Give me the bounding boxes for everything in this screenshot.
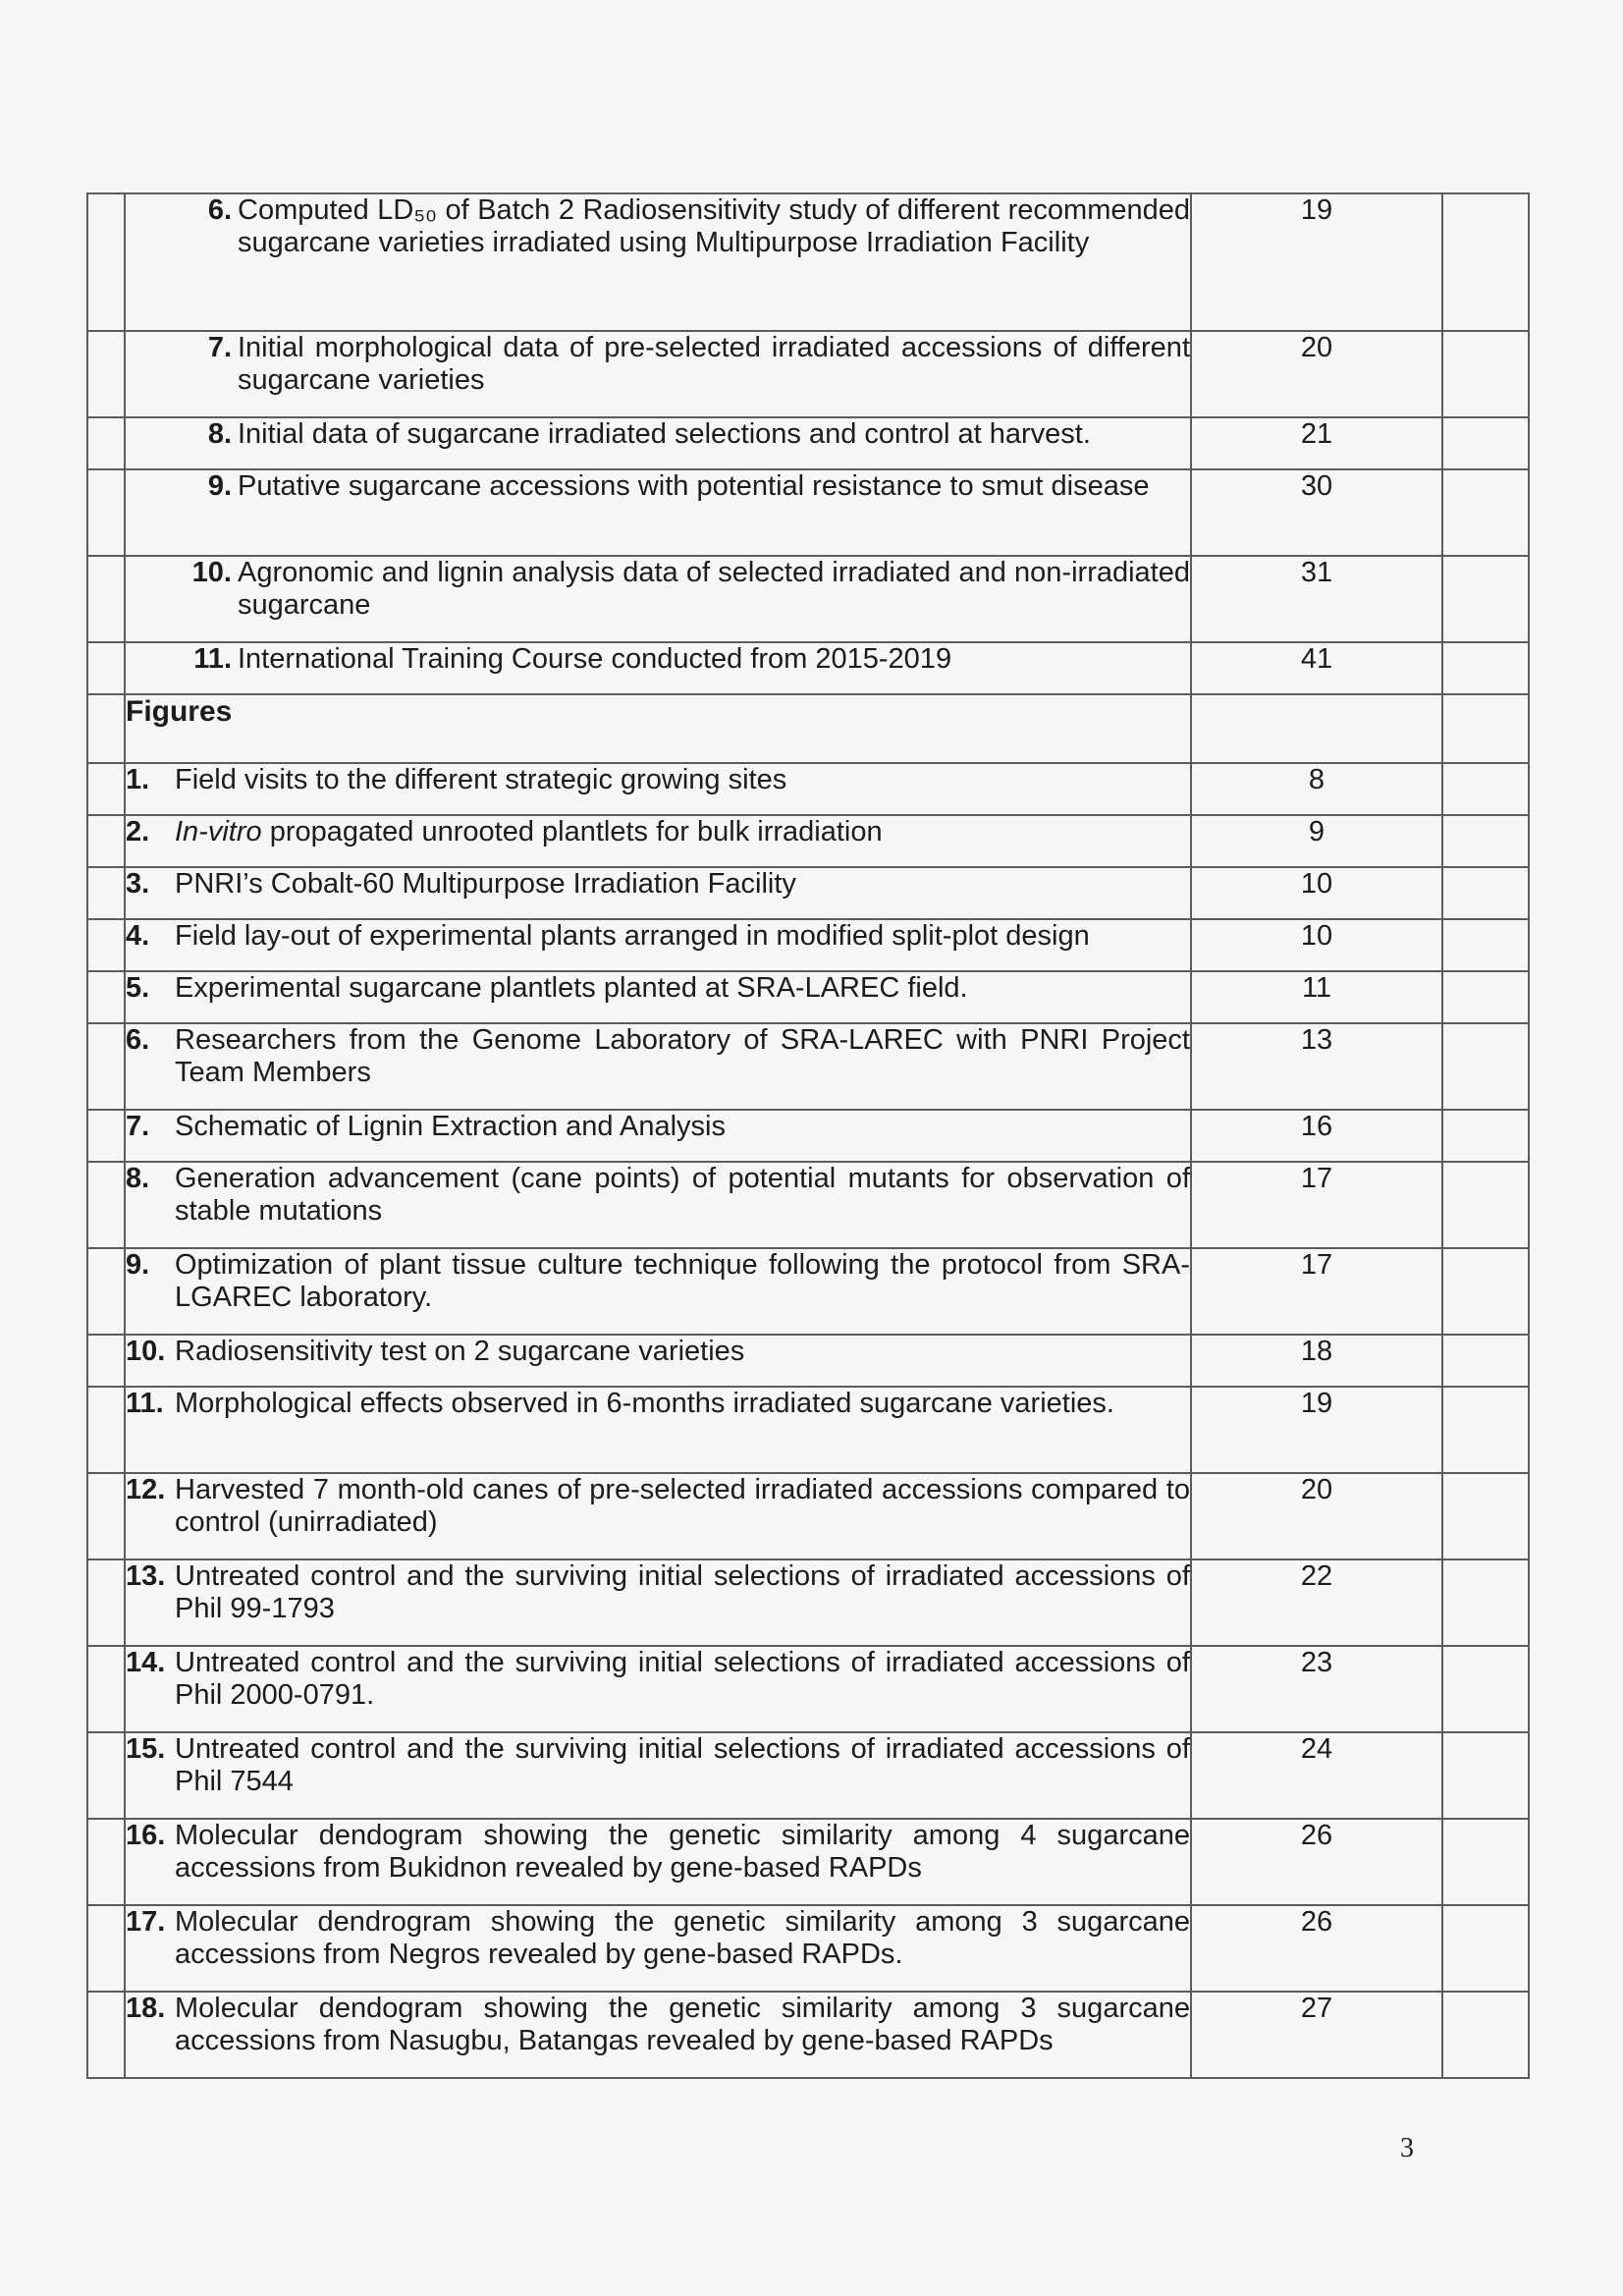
page-ref: 19 [1191,193,1442,331]
page-ref: 31 [1191,556,1442,642]
section-heading-row [87,694,1529,763]
table-row: 15. Untreated control and the surviving initial selections of irradiated accessions of Phil 7544 24 [87,1732,1529,1819]
table-row: 1. Field visits to the different strategic growing sites 8 [87,763,1529,815]
table-row: 6. Computed LD₅₀ of Batch 2 Radiosensitivity study of different recommended sugarcane varieties irradiated using Multipurpose Irradiation Facility 19 [87,193,1529,331]
table-row: 9. Optimization of plant tissue culture technique following the protocol from SRA-LGAREC laboratory. 17 [87,1248,1529,1335]
page-ref: 23 [1191,1646,1442,1732]
table-row: 17. Molecular dendrogram showing the genetic similarity among 3 sugarcane accessions from Negros revealed by gene-based RAPDs. 26 [87,1905,1529,1992]
page-ref: 41 [1191,642,1442,694]
figures-heading: Figures [126,695,233,728]
table-row: 9. Putative sugarcane accessions with potential resistance to smut disease 30 [87,469,1529,556]
table-row: 11. International Training Course conducted from 2015-2019 41 [87,642,1529,694]
table-row: 13. Untreated control and the surviving initial selections of irradiated accessions of Phil 99-1793 22 [87,1559,1529,1646]
page-ref: 22 [1191,1559,1442,1646]
page-ref: 26 [1191,1905,1442,1992]
table-row: 3. PNRI’s Cobalt-60 Multipurpose Irradiation Facility 10 [87,867,1529,919]
page-number: 3 [1400,2133,1414,2163]
page-ref: 9 [1191,815,1442,867]
table-row: 12. Harvested 7 month-old canes of pre-selected irradiated accessions compared to control (unirradiated) 20 [87,1473,1529,1559]
table-row: 7. Initial morphological data of pre-selected irradiated accessions of different sugarcane varieties 20 [87,331,1529,417]
page-ref: 10 [1191,919,1442,971]
page-ref: 17 [1191,1248,1442,1335]
page-ref: 26 [1191,1819,1442,1905]
page-ref: 10 [1191,867,1442,919]
table-row: 4. Field lay-out of experimental plants arranged in modified split-plot design 10 [87,919,1529,971]
page-ref: 20 [1191,1473,1442,1559]
page-ref: 8 [1191,763,1442,815]
table-row: 14. Untreated control and the surviving initial selections of irradiated accessions of Phil 2000-0791. 23 [87,1646,1529,1732]
page-ref: 16 [1191,1110,1442,1162]
page-ref: 27 [1191,1992,1442,2078]
list-of-tables-and-figures [86,192,1530,2079]
table-row: 18. Molecular dendogram showing the genetic similarity among 3 sugarcane accessions from Nasugbu, Batangas revealed by gene-based RAPDs 27 [87,1992,1529,2078]
page-ref: 13 [1191,1023,1442,1110]
page-ref: 21 [1191,417,1442,469]
table-row: 7. Schematic of Lignin Extraction and Analysis 16 [87,1110,1529,1162]
page-ref: 17 [1191,1162,1442,1248]
table-row: 8. Generation advancement (cane points) of potential mutants for observation of stable mutations 17 [87,1162,1529,1248]
page-ref: 24 [1191,1732,1442,1819]
page-ref: 20 [1191,331,1442,417]
page-ref: 18 [1191,1335,1442,1387]
table-row: 10. Radiosensitivity test on 2 sugarcane varieties 18 [87,1335,1529,1387]
page-ref: 19 [1191,1387,1442,1473]
page-ref: 11 [1191,971,1442,1023]
table-row: 11. Morphological effects observed in 6-months irradiated sugarcane varieties. 19 [87,1387,1529,1473]
page-ref: 30 [1191,469,1442,556]
table-row: 16. Molecular dendogram showing the genetic similarity among 4 sugarcane accessions from Bukidnon revealed by gene-based RAPDs 26 [87,1819,1529,1905]
table-row: 5. Experimental sugarcane plantlets planted at SRA-LAREC field. 11 [87,971,1529,1023]
table-row: 10. Agronomic and lignin analysis data of selected irradiated and non-irradiated sugarcane 31 [87,556,1529,642]
table-row: 8. Initial data of sugarcane irradiated selections and control at harvest. 21 [87,417,1529,469]
table-row: 6. Researchers from the Genome Laboratory of SRA-LAREC with PNRI Project Team Members 13 [87,1023,1529,1110]
table-row: 2. In-vitro propagated unrooted plantlets for bulk irradiation 9 [87,815,1529,867]
